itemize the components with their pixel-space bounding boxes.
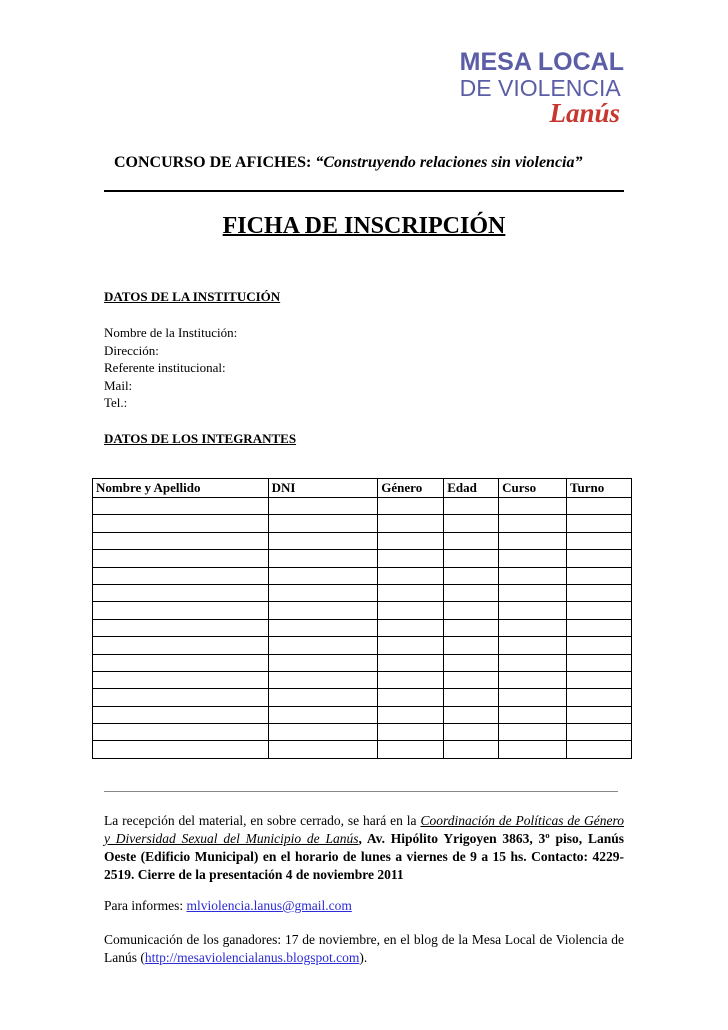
recepcion-text: La recepción del material, en sobre cerrado, se hará en la bbox=[104, 813, 421, 828]
col-nombre-apellido: Nombre y Apellido bbox=[93, 479, 269, 498]
table-cell[interactable] bbox=[444, 498, 499, 515]
informes-label: Para informes: bbox=[104, 898, 187, 913]
field-referente: Referente institucional: bbox=[104, 360, 226, 375]
table-cell[interactable] bbox=[378, 584, 444, 601]
logo-line-2: DE VIOLENCIA bbox=[459, 75, 621, 101]
table-cell[interactable] bbox=[93, 741, 269, 758]
table-cell[interactable] bbox=[378, 741, 444, 758]
table-cell[interactable] bbox=[567, 550, 632, 567]
table-cell[interactable] bbox=[93, 515, 269, 532]
table-cell[interactable] bbox=[268, 619, 378, 636]
blog-link[interactable]: http://mesaviolencialanus.blogspot.com bbox=[144, 950, 360, 965]
table-row bbox=[93, 515, 632, 532]
table-cell[interactable] bbox=[93, 689, 269, 706]
table-row bbox=[93, 689, 632, 706]
institucion-fields bbox=[104, 324, 237, 412]
table-row bbox=[93, 567, 632, 584]
table-cell[interactable] bbox=[93, 706, 269, 723]
table-cell[interactable] bbox=[499, 550, 567, 567]
table-row bbox=[93, 671, 632, 688]
table-cell[interactable] bbox=[444, 567, 499, 584]
table-cell[interactable] bbox=[499, 706, 567, 723]
table-cell[interactable] bbox=[378, 550, 444, 567]
table-row bbox=[93, 584, 632, 601]
table-cell[interactable] bbox=[378, 498, 444, 515]
table-cell[interactable] bbox=[268, 706, 378, 723]
table-cell[interactable] bbox=[444, 724, 499, 741]
table-row bbox=[93, 654, 632, 671]
table-row bbox=[93, 550, 632, 567]
table-cell[interactable] bbox=[268, 671, 378, 688]
table-cell[interactable] bbox=[378, 532, 444, 549]
table-cell[interactable] bbox=[268, 724, 378, 741]
table-cell[interactable] bbox=[444, 637, 499, 654]
table-row bbox=[93, 706, 632, 723]
integrantes-table bbox=[92, 478, 632, 759]
table-row bbox=[93, 498, 632, 515]
table-cell[interactable] bbox=[378, 567, 444, 584]
table-cell[interactable] bbox=[499, 637, 567, 654]
table-cell[interactable] bbox=[268, 637, 378, 654]
table-cell[interactable] bbox=[567, 654, 632, 671]
table-row bbox=[93, 619, 632, 636]
table-cell[interactable] bbox=[378, 706, 444, 723]
table-cell[interactable] bbox=[444, 619, 499, 636]
email-link[interactable]: mlviolencia.lanus@gmail.com bbox=[186, 898, 352, 913]
table-cell[interactable] bbox=[444, 706, 499, 723]
table-cell[interactable] bbox=[567, 498, 632, 515]
field-tel: Tel.: bbox=[104, 395, 128, 410]
table-cell[interactable] bbox=[93, 532, 269, 549]
table-cell[interactable] bbox=[499, 567, 567, 584]
integrantes-heading: DATOS DE LOS INTEGRANTES bbox=[104, 431, 297, 446]
table-cell[interactable] bbox=[567, 602, 632, 619]
logo-line-3: Lanús bbox=[549, 98, 620, 128]
table-cell[interactable] bbox=[378, 671, 444, 688]
col-genero: Género bbox=[378, 479, 444, 498]
concurso-title: “Construyendo relaciones sin violencia” bbox=[315, 154, 583, 171]
table-cell[interactable] bbox=[499, 498, 567, 515]
coordinacion-link[interactable]: Coordinación de Políticas de Género y Diversidad Sexual del Municipio de Lanús bbox=[104, 813, 624, 846]
logo bbox=[460, 50, 624, 127]
table-cell[interactable] bbox=[93, 498, 269, 515]
table-cell[interactable] bbox=[444, 671, 499, 688]
table-cell[interactable] bbox=[567, 671, 632, 688]
table-cell[interactable] bbox=[444, 532, 499, 549]
table-cell[interactable] bbox=[444, 602, 499, 619]
table-row bbox=[93, 532, 632, 549]
page-title-text: FICHA DE INSCRIPCIÓN bbox=[222, 213, 506, 239]
table-row bbox=[93, 637, 632, 654]
table-cell[interactable] bbox=[93, 584, 269, 601]
table-cell[interactable] bbox=[567, 724, 632, 741]
table-cell[interactable] bbox=[268, 602, 378, 619]
col-edad: Edad bbox=[444, 479, 499, 498]
table-cell[interactable] bbox=[567, 532, 632, 549]
table-cell[interactable] bbox=[499, 724, 567, 741]
ganadores-paragraph bbox=[104, 931, 624, 967]
table-cell[interactable] bbox=[444, 689, 499, 706]
table-cell[interactable] bbox=[567, 741, 632, 758]
field-mail: Mail: bbox=[104, 377, 133, 393]
table-cell[interactable] bbox=[93, 602, 269, 619]
table-cell[interactable] bbox=[268, 689, 378, 706]
field-direccion: Dirección: bbox=[104, 342, 159, 358]
table-cell[interactable] bbox=[268, 550, 378, 567]
ganadores-text: Comunicación de los ganadores: 17 de noviembre, en el blog de la Mesa Local de Violencia de Lanús ( bbox=[104, 932, 624, 965]
table-cell[interactable] bbox=[567, 567, 632, 584]
table-cell[interactable] bbox=[268, 567, 378, 584]
table-row bbox=[93, 602, 632, 619]
table-cell[interactable] bbox=[93, 550, 269, 567]
table-cell[interactable] bbox=[93, 654, 269, 671]
table-cell[interactable] bbox=[499, 741, 567, 758]
table-cell[interactable] bbox=[378, 689, 444, 706]
table-cell[interactable] bbox=[378, 602, 444, 619]
footer-divider bbox=[104, 791, 618, 792]
table-cell[interactable] bbox=[567, 689, 632, 706]
table-cell[interactable] bbox=[499, 671, 567, 688]
concurso-label: CONCURSO DE AFICHES: bbox=[114, 154, 312, 171]
table-cell[interactable] bbox=[93, 619, 269, 636]
table-cell[interactable] bbox=[499, 515, 567, 532]
concurso-heading bbox=[114, 154, 582, 172]
informes-paragraph bbox=[104, 897, 624, 915]
table-cell[interactable] bbox=[93, 724, 269, 741]
table-cell[interactable] bbox=[444, 550, 499, 567]
table-cell[interactable] bbox=[93, 671, 269, 688]
table-cell[interactable] bbox=[378, 724, 444, 741]
table-cell[interactable] bbox=[93, 637, 269, 654]
table-cell[interactable] bbox=[268, 532, 378, 549]
recepcion-details: , Av. Hipólito Yrigoyen 3863, 3º piso, Lanús Oeste (Edificio Municipal) en el horario de lunes a viernes de 9 a 15 hs. Contacto: 4229-2519. Cierre de la presentación 4 de noviembre 2011 bbox=[104, 831, 624, 882]
table-cell[interactable] bbox=[378, 637, 444, 654]
table-cell[interactable] bbox=[378, 654, 444, 671]
table-cell[interactable] bbox=[378, 619, 444, 636]
table-cell[interactable] bbox=[499, 689, 567, 706]
logo-line-1: MESA LOCAL bbox=[459, 48, 624, 76]
table-cell[interactable] bbox=[567, 584, 632, 601]
table-row bbox=[93, 724, 632, 741]
col-turno: Turno bbox=[567, 479, 632, 498]
header-divider bbox=[104, 190, 624, 192]
table-cell[interactable] bbox=[268, 584, 378, 601]
table-cell[interactable] bbox=[499, 619, 567, 636]
table-cell[interactable] bbox=[499, 584, 567, 601]
table-cell[interactable] bbox=[499, 654, 567, 671]
table-cell[interactable] bbox=[567, 637, 632, 654]
table-cell[interactable] bbox=[444, 515, 499, 532]
table-cell[interactable] bbox=[567, 619, 632, 636]
table-cell[interactable] bbox=[268, 498, 378, 515]
table-cell[interactable] bbox=[378, 515, 444, 532]
table-cell[interactable] bbox=[268, 515, 378, 532]
table-cell[interactable] bbox=[444, 741, 499, 758]
table-header-row bbox=[93, 479, 632, 498]
table-cell[interactable] bbox=[444, 584, 499, 601]
table-cell[interactable] bbox=[268, 741, 378, 758]
table-row bbox=[93, 741, 632, 758]
recepcion-paragraph bbox=[104, 812, 624, 884]
table-cell[interactable] bbox=[268, 654, 378, 671]
col-dni: DNI bbox=[268, 479, 378, 498]
table-cell[interactable] bbox=[499, 532, 567, 549]
page-title bbox=[0, 213, 728, 240]
ganadores-close: ). bbox=[359, 950, 368, 965]
col-curso: Curso bbox=[499, 479, 567, 498]
table-cell[interactable] bbox=[567, 706, 632, 723]
integrantes-table-body bbox=[93, 498, 632, 759]
table-cell[interactable] bbox=[93, 567, 269, 584]
table-cell[interactable] bbox=[499, 602, 567, 619]
field-nombre-institucion: Nombre de la Institución: bbox=[104, 325, 238, 340]
table-cell[interactable] bbox=[567, 515, 632, 532]
table-cell[interactable] bbox=[444, 654, 499, 671]
institucion-heading: DATOS DE LA INSTITUCIÓN bbox=[104, 289, 281, 304]
